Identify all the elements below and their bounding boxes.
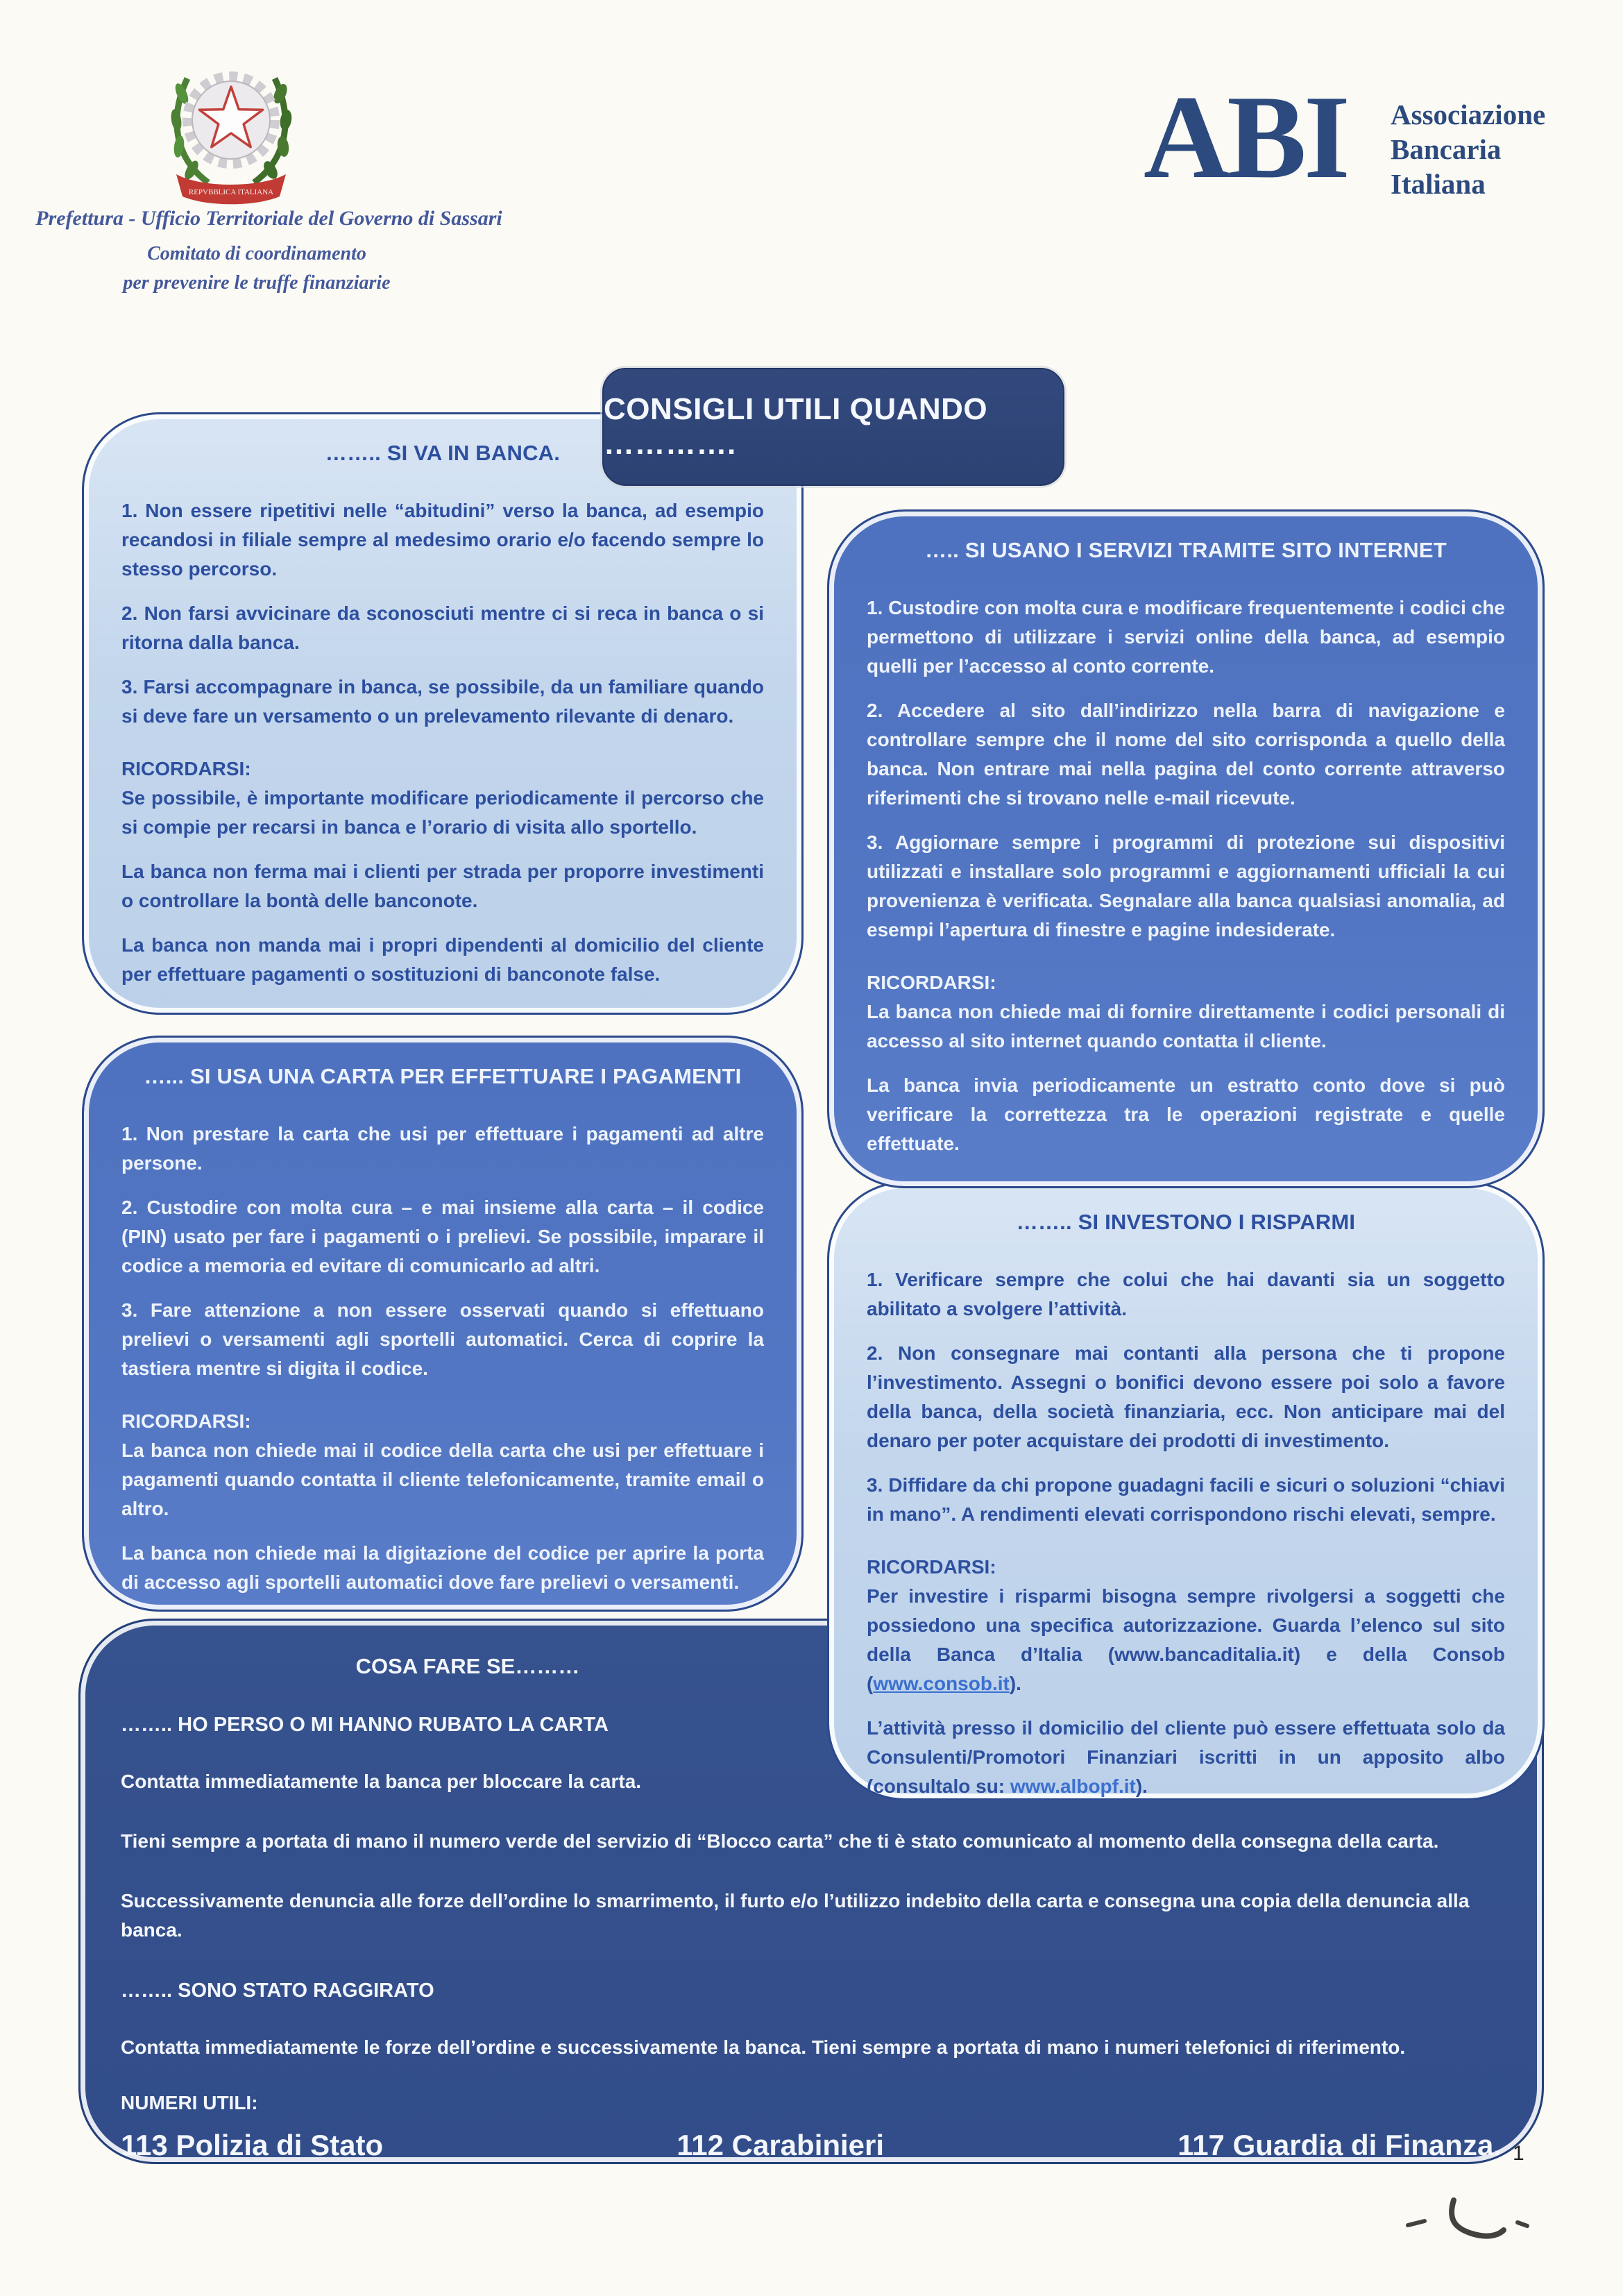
tip-paragraph: 1. Custodire con molta cura e modificare frequentemente i codici che permettono di utilizzare i servizi online della banca, ad esempio quelli per l’accesso al conto corrente.	[867, 597, 1505, 677]
tip-paragraph: 1. Verificare sempre che colui che hai davanti sia un soggetto abilitato a svolgere l’attività.	[867, 1269, 1505, 1319]
box-carta-pagamenti	[82, 1036, 804, 1612]
instruction-paragraph: Contatta immediatamente le forze dell’ordine e successivamente la banca. Tieni sempre a portata di mano i numeri telefonici di riferimento.	[121, 2036, 1406, 2058]
tip-paragraph: 3. Diffidare da chi propone guadagni facili e sicuri o soluzioni “chiavi in mano”. A rendimenti elevati corrispondono rischi elevati, sempre.	[867, 1474, 1505, 1525]
truffe-line: per prevenire le truffe finanziarie	[123, 272, 391, 294]
ricordarsi-label: RICORDARSI:	[867, 1556, 996, 1578]
instruction-paragraph: Contatta immediatamente la banca per bloccare la carta.	[121, 1771, 642, 1792]
tip-paragraph: 2. Accedere al sito dall’indirizzo nella barra di navigazione e controllare sempre che il nome del sito corrisponda a quello della banca. Non entrare mai nella pagina del conto corrente attraverso riferimenti che si trovano nelle e-mail ricevute.	[867, 700, 1505, 809]
tip-paragraph: 2. Non farsi avvicinare da sconosciuti mentre ci si reca in banca o si ritorna dalla banca.	[121, 602, 764, 653]
box-heading: ….. SI USANO I SERVIZI TRAMITE SITO INTERNET	[925, 538, 1447, 562]
ricordarsi-text: ).	[1009, 1673, 1021, 1694]
box-heading: COSA FARE SE………	[355, 1654, 580, 1678]
ricordarsi-label: RICORDARSI:	[867, 972, 996, 993]
ricordarsi-label: RICORDARSI:	[121, 1410, 251, 1432]
subheading-raggirato: …….. SONO STATO RAGGIRATO	[121, 1980, 434, 2002]
ricordarsi-paragraph: La banca non chiede mai la digitazione del codice per aprire la porta di accesso agli sportelli automatici dove fare prelievi o versamenti.	[121, 1542, 764, 1593]
italian-republic-emblem-icon	[158, 38, 304, 208]
tip-paragraph: 2. Custodire con molta cura – e mai insieme alla carta – il codice (PIN) usato per fare i pagamenti o i prelievi. Se possibile, imparare il codice a memoria ed evitare di comunicarlo ad altri.	[121, 1197, 764, 1276]
box-investono-risparmi	[827, 1181, 1545, 1800]
ricordarsi-label: RICORDARSI:	[121, 758, 251, 779]
ricordarsi-paragraph	[867, 1582, 1505, 1698]
abi-logo: ABI	[1144, 71, 1348, 203]
tip-paragraph: 3. Fare attenzione a non essere osservati quando si effettuano prelievi o versamenti agli sportelli automatici. Cerca di coprire la tastiera mentre si digita il codice.	[121, 1299, 764, 1379]
consob-link[interactable]: www.consob.it	[873, 1673, 1010, 1694]
title-banner: CONSIGLI UTILI QUANDO ………….	[602, 368, 1064, 486]
ricordarsi-text: L’attività presso il domicilio del cliente può essere effettuata solo da Consulenti/Promotori Finanziari iscritti in un apposito albo (consultalo su:	[867, 1717, 1505, 1797]
abi-name-line: Associazione	[1391, 99, 1546, 130]
subheading-carta-persa: …….. HO PERSO O MI HANNO RUBATO LA CARTA	[121, 1714, 609, 1736]
box-heading: …….. SI INVESTONO I RISPARMI	[1016, 1210, 1356, 1234]
ricordarsi-paragraph: La banca non ferma mai i clienti per strada per proporre investimenti o controllare la bontà delle banconote.	[121, 861, 764, 911]
instruction-paragraph: Successivamente denuncia alle forze dell’ordine lo smarrimento, il furto e/o l’utilizzo indebito della carta e consegna una copia della denuncia alla banca.	[121, 1890, 1470, 1941]
tip-paragraph: 1. Non prestare la carta che usi per effettuare i pagamenti ad altre persone.	[121, 1123, 764, 1174]
tip-paragraph: 2. Non consegnare mai contanti alla persona che ti propone l’investimento. Assegni o bonifici devono essere poi solo a favore della banca, della società finanziaria, ecc. Non anticipare mai del denaro per poter acquistare dei prodotti di investimento.	[867, 1342, 1505, 1451]
emergency-numbers-row	[121, 2129, 1502, 2162]
tip-paragraph: 3. Farsi accompagnare in banca, se possibile, da un familiare quando si deve fare un versamento o un prelevamento rilevante di denaro.	[121, 676, 764, 727]
svg-text:REPVBBLICA ITALIANA: REPVBBLICA ITALIANA	[188, 188, 274, 196]
numeri-utili-label: NUMERI UTILI:	[121, 2092, 258, 2113]
abi-name-line: Italiana	[1391, 168, 1486, 201]
instruction-paragraph: Tieni sempre a portata di mano il numero verde del servizio di “Blocco carta” che ti è stato comunicato al momento della consegna della carta.	[121, 1830, 1439, 1852]
ricordarsi-paragraph: La banca non chiede mai di fornire direttamente i codici personali di accesso al sito internet quando contatta il cliente.	[867, 1001, 1505, 1052]
tip-paragraph: 1. Non essere ripetitivi nelle “abitudini” verso la banca, ad esempio recandosi in filiale sempre al medesimo orario e/o facendo sempre lo stesso percorso.	[121, 500, 764, 580]
comitato-line: Comitato di coordinamento	[147, 243, 366, 264]
albopf-link[interactable]: www.albopf.it	[1010, 1775, 1136, 1797]
number-polizia: 113 Polizia di Stato	[121, 2129, 384, 2161]
ricordarsi-paragraph: La banca non chiede mai il codice della carta che usi per effettuare i pagamenti quando contatta il cliente telefonicamente, tramite email o altro.	[121, 1440, 764, 1519]
ricordarsi-text: Per investire i risparmi bisogna sempre rivolgersi a soggetti che possiedono una specifica autorizzazione. Guarda l’elenco sul sito della Banca d’Italia (www.bancaditalia.it) e della Consob (	[867, 1585, 1505, 1694]
tip-paragraph: 3. Aggiornare sempre i programmi di protezione sui dispositivi utilizzati e installare solo programmi e aggiornamenti ufficiali la cui provenienza è verificata. Segnalare alla banca qualsiasi anomalia, ad esempi l’apertura di finestre e pagine indesiderate.	[867, 832, 1505, 940]
abi-name-line: Bancaria	[1391, 133, 1502, 166]
box-servizi-internet	[827, 509, 1545, 1188]
ricordarsi-paragraph: Se possibile, è importante modificare periodicamente il percorso che si compie per recarsi in banca e l’orario di visita allo sportello.	[121, 787, 764, 838]
ricordarsi-text: ).	[1135, 1775, 1148, 1797]
number-carabinieri: 112 Carabinieri	[677, 2129, 885, 2161]
box-heading: …….. SI VA IN BANCA.	[325, 441, 561, 465]
number-guardia-finanza: 117 Guardia di Finanza.	[1178, 2129, 1502, 2161]
page-number: 1	[1513, 2142, 1524, 2165]
abi-logo-name	[1391, 97, 1545, 201]
ricordarsi-paragraph	[867, 1714, 1505, 1800]
prefettura-title: Prefettura - Ufficio Territoriale del Governo di Sassari	[35, 207, 502, 230]
box-si-va-in-banca	[82, 412, 804, 1015]
handwritten-mark	[1398, 2195, 1544, 2261]
ricordarsi-paragraph: La banca non manda mai i propri dipendenti al domicilio del cliente per effettuare pagamenti o sostituzioni di banconote false.	[121, 934, 764, 985]
ricordarsi-paragraph: La banca invia periodicamente un estratto conto dove si può verificare la correttezza tra le operazioni registrate e quelle effettuate.	[867, 1074, 1505, 1154]
box-heading: …... SI USA UNA CARTA PER EFFETTUARE I PAGAMENTI	[144, 1064, 742, 1088]
